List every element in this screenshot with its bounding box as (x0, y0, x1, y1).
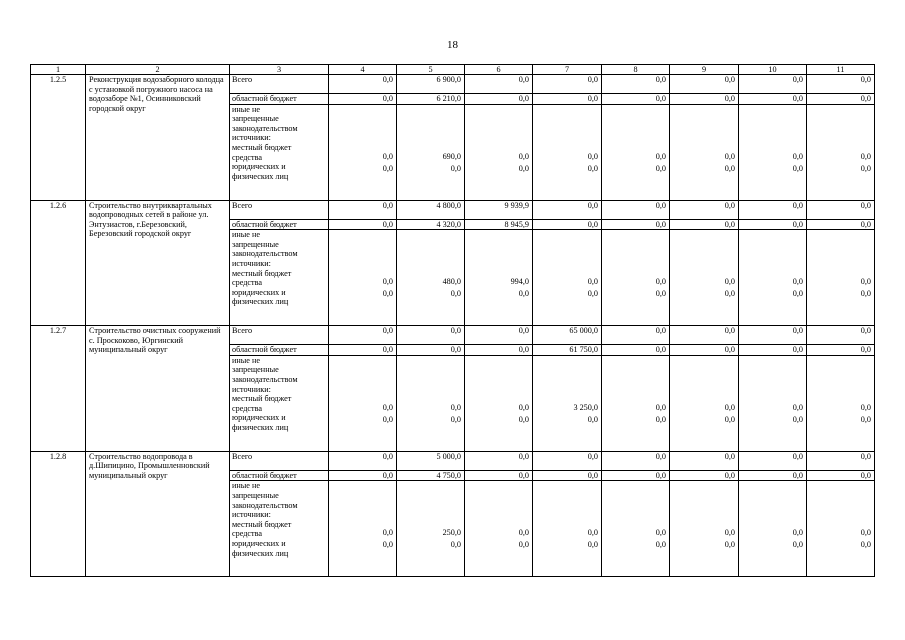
local-value: 0,0 (860, 528, 871, 538)
row-label-other-sources (230, 230, 329, 326)
legal-value: 0,0 (518, 289, 529, 299)
value-cell: 0,0 (533, 75, 602, 94)
label-line: физических лиц (232, 171, 289, 181)
legal-value: 0,0 (450, 163, 461, 173)
legal-value: 0,0 (518, 540, 529, 550)
item-name: Строительство внутриквартальных водопроводных сетей в районе ул. Энтузиастов, г.Березовский, Березовский городской округ (86, 200, 230, 326)
value-cell: 0,0 (533, 451, 602, 470)
local-value: 0,0 (724, 528, 735, 538)
local-value: 0,0 (724, 402, 735, 412)
value-cell: 0,0 (397, 326, 465, 345)
value-cell: 0,0 (329, 75, 397, 94)
value-cell (533, 104, 602, 200)
local-value: 0,0 (587, 277, 598, 287)
label-line: запрещенные (232, 490, 279, 500)
value-cell: 0,0 (465, 75, 533, 94)
column-number: 5 (397, 65, 465, 75)
value-cell: 0,0 (602, 75, 670, 94)
value-cell (465, 355, 533, 451)
local-value: 0,0 (860, 151, 871, 161)
row-label-total: Всего (230, 451, 329, 470)
row-label-local: местный бюджет (232, 394, 292, 404)
value-cell: 0,0 (602, 219, 670, 230)
column-number: 4 (329, 65, 397, 75)
value-cell (533, 355, 602, 451)
local-value: 0,0 (518, 528, 529, 538)
local-value: 0,0 (724, 277, 735, 287)
value-cell: 0,0 (533, 219, 602, 230)
local-value: 0,0 (382, 528, 393, 538)
column-number: 6 (465, 65, 533, 75)
local-value: 0,0 (792, 151, 803, 161)
label-line: юридических и (232, 162, 286, 172)
column-number: 11 (807, 65, 875, 75)
value-cell: 5 000,0 (397, 451, 465, 470)
value-cell (397, 355, 465, 451)
legal-value: 0,0 (382, 289, 393, 299)
value-cell: 0,0 (465, 451, 533, 470)
value-cell: 0,0 (465, 94, 533, 105)
column-number: 1 (31, 65, 86, 75)
value-cell: 0,0 (807, 345, 875, 356)
value-cell: 6 900,0 (397, 75, 465, 94)
value-cell: 0,0 (807, 470, 875, 481)
value-cell: 0,0 (807, 451, 875, 470)
value-cell (602, 355, 670, 451)
value-cell (465, 230, 533, 326)
table-row (31, 200, 875, 219)
label-line: законодательством (232, 374, 298, 384)
value-cell: 0,0 (602, 326, 670, 345)
legal-value: 0,0 (587, 540, 598, 550)
legal-value: 0,0 (587, 163, 598, 173)
row-label-other-sources (230, 104, 329, 200)
value-cell: 0,0 (670, 219, 739, 230)
row-label-total: Всего (230, 75, 329, 94)
label-line: средства (232, 403, 263, 413)
legal-value: 0,0 (518, 414, 529, 424)
label-line: источники: (232, 258, 271, 268)
item-name: Реконструкция водозаборного колодца с установкой погружного насоса на водозаборе №1, Осинниковский городской округ (86, 75, 230, 201)
value-cell (533, 481, 602, 577)
value-cell: 0,0 (670, 75, 739, 94)
value-cell (807, 481, 875, 577)
value-cell: 0,0 (670, 200, 739, 219)
label-line: юридических и (232, 538, 286, 548)
row-label-local: местный бюджет (232, 268, 292, 278)
value-cell (807, 355, 875, 451)
value-cell: 4 750,0 (397, 470, 465, 481)
value-cell (670, 230, 739, 326)
value-cell: 8 945,9 (465, 219, 533, 230)
value-cell (329, 104, 397, 200)
value-cell: 0,0 (602, 345, 670, 356)
row-label-regional: областной бюджет (230, 94, 329, 105)
local-value: 3 250,0 (573, 402, 598, 412)
value-cell: 0,0 (602, 94, 670, 105)
value-cell: 0,0 (807, 326, 875, 345)
local-value: 0,0 (382, 402, 393, 412)
value-cell: 0,0 (670, 94, 739, 105)
label-line: физических лиц (232, 422, 289, 432)
value-cell (397, 104, 465, 200)
item-code: 1.2.5 (31, 75, 86, 201)
column-number: 2 (86, 65, 230, 75)
legal-value: 0,0 (724, 163, 735, 173)
local-value: 0,0 (860, 277, 871, 287)
local-value: 0,0 (382, 277, 393, 287)
label-line: источники: (232, 384, 271, 394)
value-cell (670, 104, 739, 200)
local-value: 0,0 (724, 151, 735, 161)
local-value: 0,0 (587, 151, 598, 161)
legal-value: 0,0 (655, 540, 666, 550)
value-cell (329, 481, 397, 577)
value-cell: 0,0 (465, 345, 533, 356)
label-line: источники: (232, 133, 271, 143)
legal-value: 0,0 (860, 540, 871, 550)
value-cell (602, 104, 670, 200)
value-cell: 0,0 (533, 94, 602, 105)
column-number: 10 (739, 65, 807, 75)
local-value: 0,0 (450, 402, 461, 412)
legal-value: 0,0 (792, 163, 803, 173)
local-value: 0,0 (587, 528, 598, 538)
value-cell: 0,0 (739, 451, 807, 470)
value-cell: 0,0 (329, 219, 397, 230)
label-line: запрещенные (232, 239, 279, 249)
value-cell: 0,0 (670, 345, 739, 356)
value-cell: 0,0 (807, 75, 875, 94)
local-value: 0,0 (792, 528, 803, 538)
row-label-other-sources (230, 355, 329, 451)
legal-value: 0,0 (655, 414, 666, 424)
label-line: запрещенные (232, 365, 279, 375)
value-cell: 0,0 (739, 470, 807, 481)
value-cell: 0,0 (465, 470, 533, 481)
legal-value: 0,0 (792, 414, 803, 424)
column-number: 3 (230, 65, 329, 75)
value-cell: 0,0 (739, 345, 807, 356)
value-cell: 4 320,0 (397, 219, 465, 230)
row-label-local: местный бюджет (232, 142, 292, 152)
legal-value: 0,0 (450, 540, 461, 550)
label-line: юридических и (232, 287, 286, 297)
row-label-total: Всего (230, 200, 329, 219)
value-cell: 9 939,9 (465, 200, 533, 219)
item-name: Строительство водопровода в д.Шипицино, Промышленновский муниципальный округ (86, 451, 230, 577)
value-cell (465, 481, 533, 577)
label-line: средства (232, 529, 263, 539)
value-cell (329, 355, 397, 451)
legal-value: 0,0 (382, 414, 393, 424)
value-cell: 65 000,0 (533, 326, 602, 345)
local-value: 0,0 (792, 402, 803, 412)
value-cell: 4 800,0 (397, 200, 465, 219)
legal-value: 0,0 (860, 414, 871, 424)
local-value: 0,0 (655, 277, 666, 287)
column-number: 7 (533, 65, 602, 75)
value-cell: 0,0 (397, 345, 465, 356)
value-cell (739, 355, 807, 451)
value-cell: 0,0 (739, 75, 807, 94)
value-cell: 0,0 (739, 219, 807, 230)
local-value: 690,0 (442, 151, 461, 161)
legal-value: 0,0 (655, 289, 666, 299)
row-label-regional: областной бюджет (230, 219, 329, 230)
legal-value: 0,0 (860, 289, 871, 299)
value-cell (739, 481, 807, 577)
value-cell: 0,0 (533, 200, 602, 219)
legal-value: 0,0 (518, 163, 529, 173)
value-cell: 0,0 (807, 200, 875, 219)
value-cell (602, 230, 670, 326)
value-cell (739, 104, 807, 200)
value-cell: 61 750,0 (533, 345, 602, 356)
label-line: средства (232, 278, 263, 288)
value-cell: 0,0 (602, 451, 670, 470)
value-cell: 0,0 (602, 200, 670, 219)
value-cell (670, 481, 739, 577)
local-value: 0,0 (655, 151, 666, 161)
value-cell: 0,0 (807, 219, 875, 230)
value-cell (397, 230, 465, 326)
label-line: иные не (232, 104, 260, 114)
legal-value: 0,0 (724, 289, 735, 299)
value-cell: 0,0 (329, 345, 397, 356)
value-cell: 6 210,0 (397, 94, 465, 105)
label-line: запрещенные (232, 114, 279, 124)
local-value: 0,0 (382, 151, 393, 161)
value-cell: 0,0 (329, 200, 397, 219)
table-row (31, 451, 875, 470)
item-name: Строительство очистных сооружений с. Проскоково, Юргинский муниципальный округ (86, 326, 230, 452)
value-cell (465, 104, 533, 200)
value-cell: 0,0 (602, 470, 670, 481)
item-code: 1.2.8 (31, 451, 86, 577)
value-cell (739, 230, 807, 326)
table-row (31, 75, 875, 94)
legal-value: 0,0 (382, 163, 393, 173)
local-value: 994,0 (510, 277, 529, 287)
legal-value: 0,0 (860, 163, 871, 173)
value-cell: 0,0 (739, 94, 807, 105)
value-cell (670, 355, 739, 451)
value-cell: 0,0 (329, 470, 397, 481)
legal-value: 0,0 (587, 289, 598, 299)
label-line: средства (232, 152, 263, 162)
legal-value: 0,0 (655, 163, 666, 173)
legal-value: 0,0 (382, 540, 393, 550)
legal-value: 0,0 (724, 540, 735, 550)
label-line: источники: (232, 510, 271, 520)
legal-value: 0,0 (450, 289, 461, 299)
row-label-regional: областной бюджет (230, 470, 329, 481)
value-cell (602, 481, 670, 577)
legal-value: 0,0 (450, 414, 461, 424)
row-label-other-sources (230, 481, 329, 577)
value-cell: 0,0 (739, 326, 807, 345)
value-cell: 0,0 (533, 470, 602, 481)
local-value: 0,0 (655, 402, 666, 412)
item-code: 1.2.7 (31, 326, 86, 452)
local-value: 0,0 (518, 151, 529, 161)
local-value: 0,0 (655, 528, 666, 538)
label-line: иные не (232, 230, 260, 240)
value-cell: 0,0 (329, 94, 397, 105)
legal-value: 0,0 (792, 540, 803, 550)
legal-value: 0,0 (587, 414, 598, 424)
table-row (31, 326, 875, 345)
value-cell: 0,0 (329, 451, 397, 470)
value-cell: 0,0 (739, 200, 807, 219)
column-number: 8 (602, 65, 670, 75)
value-cell (807, 104, 875, 200)
value-cell (397, 481, 465, 577)
label-line: законодательством (232, 500, 298, 510)
label-line: иные не (232, 481, 260, 491)
local-value: 250,0 (442, 528, 461, 538)
value-cell: 0,0 (670, 451, 739, 470)
value-cell: 0,0 (670, 470, 739, 481)
column-number: 9 (670, 65, 739, 75)
value-cell (329, 230, 397, 326)
label-line: законодательством (232, 123, 298, 133)
budget-table (30, 64, 875, 577)
label-line: иные не (232, 355, 260, 365)
label-line: законодательством (232, 249, 298, 259)
row-label-total: Всего (230, 326, 329, 345)
legal-value: 0,0 (792, 289, 803, 299)
column-number-row (31, 65, 875, 75)
row-label-local: местный бюджет (232, 519, 292, 529)
value-cell (533, 230, 602, 326)
local-value: 0,0 (860, 402, 871, 412)
page-number: 18 (447, 39, 458, 51)
value-cell: 0,0 (807, 94, 875, 105)
local-value: 0,0 (792, 277, 803, 287)
row-label-regional: областной бюджет (230, 345, 329, 356)
value-cell: 0,0 (465, 326, 533, 345)
label-line: физических лиц (232, 297, 289, 307)
legal-value: 0,0 (724, 414, 735, 424)
value-cell: 0,0 (329, 326, 397, 345)
label-line: физических лиц (232, 548, 289, 558)
item-code: 1.2.6 (31, 200, 86, 326)
label-line: юридических и (232, 413, 286, 423)
local-value: 0,0 (518, 402, 529, 412)
value-cell (807, 230, 875, 326)
local-value: 480,0 (442, 277, 461, 287)
value-cell: 0,0 (670, 326, 739, 345)
